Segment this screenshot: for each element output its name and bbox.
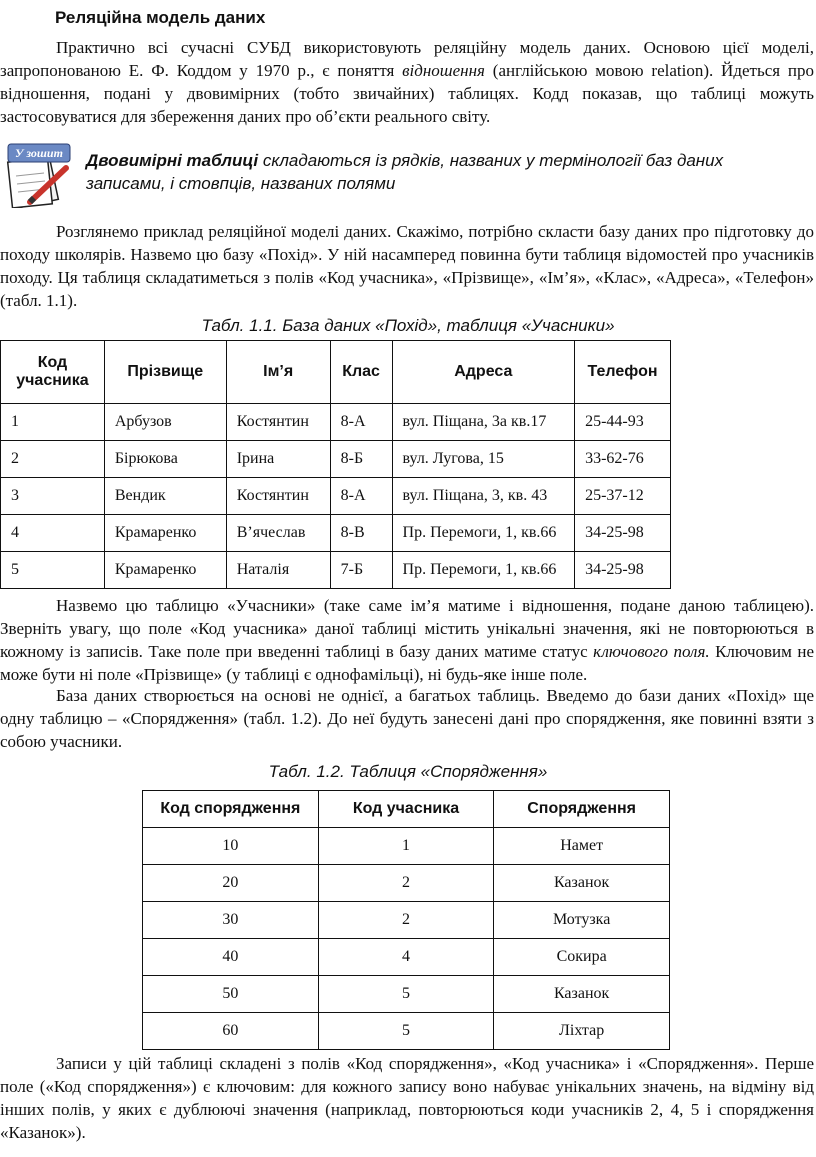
table-row: [143, 1013, 670, 1050]
table-cell: Ірина: [226, 441, 330, 478]
table-cell: 2: [1, 441, 105, 478]
table-cell: вул. Піщана, 3а кв.17: [392, 404, 575, 441]
table-row: [1, 515, 671, 552]
table-cell: 5: [1, 552, 105, 589]
paragraph-key-field: [0, 594, 814, 686]
notebook-pencil-icon: [6, 140, 74, 208]
table-row: [1, 552, 671, 589]
table-cell: Сокира: [494, 939, 670, 976]
table-cell: Крамаренко: [104, 552, 226, 589]
table-cell: 50: [143, 976, 319, 1013]
table-cell: 8-В: [330, 515, 392, 552]
table-cell: 2: [318, 902, 494, 939]
term-relation: відношення: [402, 61, 485, 80]
table-cell: вул. Лугова, 15: [392, 441, 575, 478]
table-row: [1, 404, 671, 441]
paragraph-intro-before: Практично всі сучасні СУБД використовують реляційну модель даних. Основою цієї моделі, запропонованою Е. Ф. Коддом у 1970 р., є поняття: [0, 38, 814, 80]
table-row: [143, 865, 670, 902]
table-cell: 25-44-93: [575, 404, 671, 441]
table-cell: 10: [143, 828, 319, 865]
table-cell: 33-62-76: [575, 441, 671, 478]
table-cell: Казанок: [494, 976, 670, 1013]
table-cell: Вендик: [104, 478, 226, 515]
column-header: Спорядження: [494, 791, 670, 828]
column-header: Прізвище: [104, 341, 226, 404]
table-cell: 4: [1, 515, 105, 552]
note-rest: складаються із рядків, названих у термінології баз даних записами, і стовпців, названих полями: [86, 151, 724, 193]
table-cell: Костянтин: [226, 478, 330, 515]
paragraph-example: Розглянемо приклад реляційної моделі даних. Скажімо, потрібно скласти базу даних про підготовку до походу школярів. Назвемо цю базу «Похід». У ній насамперед повинна бути таблиця відомостей про учасників походу. Ця таблиця складатиметься з полів «Код учасника», «Прізвище», «Ім’я», «Клас», «Адреса», «Телефон» (табл. 1.1).: [0, 222, 814, 310]
paragraph-key-after: Ключовим не може бути ні поле «Прізвище» (у таблиці є однофамільці), ні будь-яке інше поле.: [0, 642, 814, 684]
table-cell: 1: [1, 404, 105, 441]
table-cell: Мотузка: [494, 902, 670, 939]
table-cell: Бірюкова: [104, 441, 226, 478]
table-cell: 40: [143, 939, 319, 976]
table-cell: 3: [1, 478, 105, 515]
note-icon-label: У зошит: [15, 146, 63, 160]
table-cell: 34-25-98: [575, 515, 671, 552]
participants-table: [0, 340, 671, 589]
table-cell: 2: [318, 865, 494, 902]
column-header: Телефон: [575, 341, 671, 404]
paragraph-intro: [0, 36, 814, 128]
column-header: Ім’я: [226, 341, 330, 404]
table-header-row: [143, 791, 670, 828]
table-header-row: [1, 341, 671, 404]
key-definition-note: [86, 149, 726, 195]
table-cell: Пр. Перемоги, 1, кв.66: [392, 552, 575, 589]
table-cell: 20: [143, 865, 319, 902]
table-cell: Костянтин: [226, 404, 330, 441]
table2-caption: Табл. 1.2. Таблиця «Спорядження»: [268, 762, 548, 781]
column-header: Адреса: [392, 341, 575, 404]
paragraph-intro-after: (англійською мовою relation). Йдеться про відношення, подані у двовимірних (тобто звичайних) таблицях. Кодд показав, що таблиці можуть застосовуватися для збереження даних про об’єкти реального світу.: [0, 61, 814, 126]
table-cell: 8-Б: [330, 441, 392, 478]
table-row: [1, 441, 671, 478]
section-title: Реляційна модель даних: [55, 8, 266, 27]
table-cell: Казанок: [494, 865, 670, 902]
table-cell: 5: [318, 976, 494, 1013]
table-cell: Ліхтар: [494, 1013, 670, 1050]
table-cell: Намет: [494, 828, 670, 865]
table-cell: Наталія: [226, 552, 330, 589]
table-cell: Пр. Перемоги, 1, кв.66: [392, 515, 575, 552]
paragraph-equipment-key: Записи у цій таблиці складені з полів «Код спорядження», «Код учасника» і «Спорядження». Перше поле («Код спорядження») є ключовим: для кожного запису воно набуває унікальних значень, на відміну від інших полів, у яких є дублюючі значення (наприклад, повторюються коди учасників 2, 4, 5 і спорядження «Казанок»).: [0, 1054, 814, 1142]
equipment-table: [142, 790, 670, 1050]
table1-caption: Табл. 1.1. База даних «Похід», таблиця «Учасники»: [201, 316, 615, 335]
table-cell: 34-25-98: [575, 552, 671, 589]
paragraph-key-before: Назвемо цю таблицю «Учасники» (таке саме ім’я матиме і відношення, подане даною таблицею). Зверніть увагу, що поле «Код учасника» даної таблиці містить унікальні значення, які не повторюються в кожному із записів. Таке поле при введенні таблиці в базу даних матиме статус: [0, 596, 814, 661]
table-row: [143, 828, 670, 865]
table-row: [143, 976, 670, 1013]
table-cell: 1: [318, 828, 494, 865]
table-cell: 4: [318, 939, 494, 976]
table-cell: 30: [143, 902, 319, 939]
table-row: [143, 902, 670, 939]
column-header: Код спорядження: [143, 791, 319, 828]
table-cell: 5: [318, 1013, 494, 1050]
table-cell: 8-А: [330, 478, 392, 515]
column-header: Клас: [330, 341, 392, 404]
table-row: [143, 939, 670, 976]
table-cell: Крамаренко: [104, 515, 226, 552]
table-cell: 8-А: [330, 404, 392, 441]
table-cell: В’ячеслав: [226, 515, 330, 552]
table-cell: Арбузов: [104, 404, 226, 441]
table-cell: 7-Б: [330, 552, 392, 589]
table-row: [1, 478, 671, 515]
term-key-field: ключового поля.: [593, 642, 710, 661]
paragraph-equipment-intro: База даних створюється на основі не однієї, а багатьох таблиць. Введемо до бази даних «Похід» ще одну таблицю – «Спорядження» (табл. 1.2). До неї будуть занесені дані про спорядження, яке повинні взяти з собою учасники.: [0, 686, 814, 751]
table-cell: 25-37-12: [575, 478, 671, 515]
column-header: Код учасника: [318, 791, 494, 828]
table-cell: вул. Піщана, 3, кв. 43: [392, 478, 575, 515]
note-bold-term: Двовимірні таблиці: [86, 151, 259, 170]
column-header: Код учасника: [1, 341, 105, 404]
table-cell: 60: [143, 1013, 319, 1050]
